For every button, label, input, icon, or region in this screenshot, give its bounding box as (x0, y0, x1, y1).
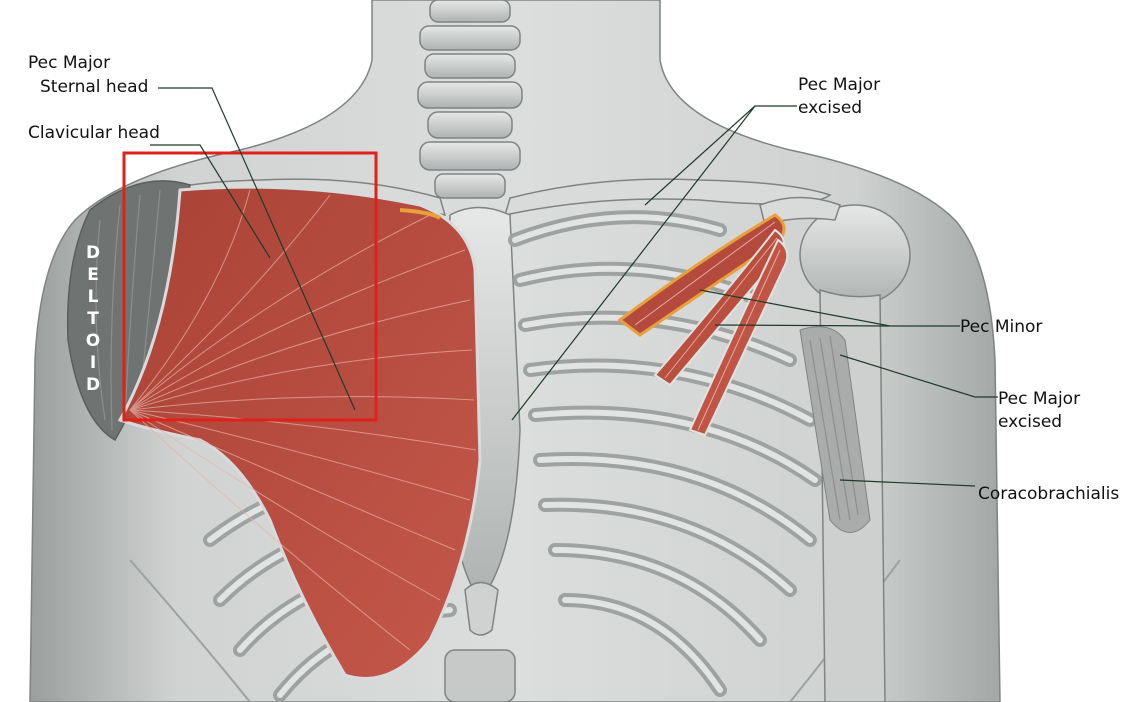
label-pec-major-excised-right-1: Pec Major (998, 389, 1081, 409)
label-pec-major-title: Pec Major (28, 53, 111, 73)
deltoid-letter: D (85, 243, 101, 263)
deltoid-letter: I (89, 353, 97, 373)
label-pec-major-excised-top-2: excised (798, 98, 863, 118)
label-coracobrachialis: Coracobrachialis (978, 484, 1120, 504)
deltoid-letter: T (87, 309, 99, 329)
deltoid-letter: O (85, 331, 101, 351)
label-pec-major-excised-top-1: Pec Major (798, 75, 881, 95)
label-pec-major-excised-right-2: excised (998, 412, 1063, 432)
label-sternal-head: Sternal head (40, 77, 149, 97)
deltoid-letter: E (87, 265, 99, 285)
lumbar-vertebra (445, 650, 515, 702)
xiphoid (465, 583, 498, 636)
label-clavicular-head: Clavicular head (28, 123, 160, 143)
label-pec-minor: Pec Minor (960, 317, 1043, 337)
cervical-spine (418, 0, 522, 198)
deltoid-letter: D (85, 375, 101, 395)
deltoid-letter: L (87, 287, 99, 307)
label-deltoid (84, 242, 102, 396)
